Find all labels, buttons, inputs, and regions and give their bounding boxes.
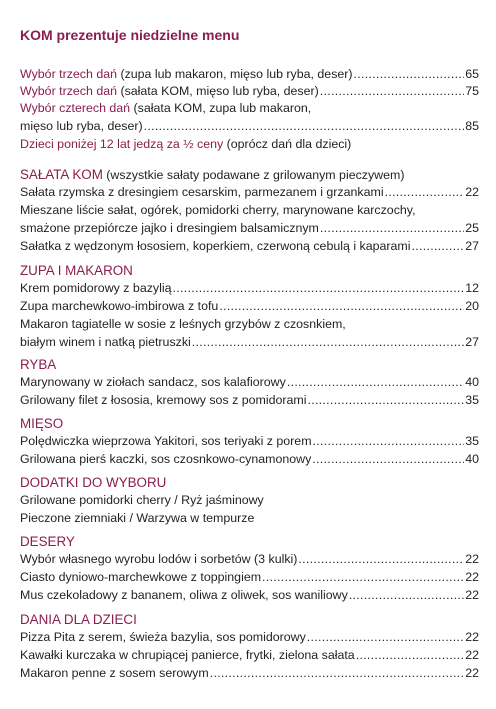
menu-item: Pizza Pita z serem, świeża bazylia, sos pomidorowy ..... 22 — [20, 629, 479, 646]
menu-item: Mieszane liście sałat, ogórek, pomidorki cherry, marynowane karczochy, — [20, 203, 416, 217]
menu-item: Grilowany filet z łososia, kremowy sos z pomidorami ..... 35 — [20, 392, 479, 409]
menu-item: Sałata rzymska z dresingiem cesarskim, parmezanem i grzankami ..... 22 — [20, 184, 479, 201]
set-desc: (sałata KOM, zupa lub makaron, — [130, 101, 312, 115]
set-price: 85 — [465, 119, 479, 133]
menu-item: Kawałki kurczaka w chrupiącej panierce, frytki, zielona sałata ..... 22 — [20, 647, 479, 664]
section-heading-zupa: ZUPA I MAKARON — [20, 263, 133, 278]
side-dish-item: Pieczone ziemniaki / Warzywa w tempurze — [20, 511, 255, 525]
menu-item: Marynowany w ziołach sandacz, sos kalafiorowy ..... 40 — [20, 374, 479, 391]
menu-item: Grilowana pierś kaczki, sos czosnkowo-cynamonowy ..... 40 — [20, 451, 479, 468]
set-menu-four-line1 — [20, 100, 311, 117]
menu-item: Zupa marchewkowo-imbirowa z tofu ..... 20 — [20, 298, 479, 315]
section-heading-desery: DESERY — [20, 534, 75, 549]
set-menu-four-line2 — [20, 118, 479, 135]
menu-item: smażone przepiórcze jajko i dresingiem balsamicznym ..... 25 — [20, 220, 479, 237]
set-name: Wybór trzech dań — [20, 67, 117, 81]
menu-item: Ciasto dyniowo-marchewkowe z toppingiem ..... 22 — [20, 569, 479, 586]
section-heading-dzieci: DANIA DLA DZIECI — [20, 612, 137, 627]
section-note: (wszystkie sałaty podawane z grilowanym pieczywem) — [102, 168, 405, 182]
menu-item: Makaron tagiatelle w sosie z leśnych grzybów z czosnkiem, — [20, 317, 346, 331]
section-heading-dodatki: DODATKI DO WYBORU — [20, 475, 167, 490]
kids-note-name: Dzieci poniżej 12 lat jedzą za ½ ceny — [20, 137, 224, 151]
menu-item: Wybór własnego wyrobu lodów i sorbetów (3 kulki) ..... 22 — [20, 551, 479, 568]
section-heading-salata — [20, 166, 404, 184]
menu-item: Makaron penne z sosem serowym ..... 22 — [20, 665, 479, 682]
section-heading-mieso: MIĘSO — [20, 416, 64, 431]
section-heading-ryba: RYBA — [20, 357, 57, 372]
set-name: Wybór czterech dań — [20, 101, 131, 115]
kids-discount-note — [20, 136, 351, 153]
section-title: SAŁATA KOM — [20, 167, 103, 182]
side-dish-item: Grilowane pomidorki cherry / Ryż jaśminowy — [20, 493, 264, 507]
page-title: KOM prezentuje niedzielne menu — [20, 27, 240, 43]
set-desc: mięso lub ryba, deser) — [20, 119, 143, 133]
menu-item: białym winem i natką pietruszki ..... 27 — [20, 334, 479, 351]
menu-item: Krem pomidorowy z bazylią ..... 12 — [20, 280, 479, 297]
set-desc: (zupa lub makaron, mięso lub ryba, deser) — [117, 67, 353, 81]
set-name: Wybór trzech dań — [20, 84, 117, 98]
set-desc: (sałata KOM, mięso lub ryba, deser) — [117, 84, 319, 98]
kids-note-desc: (oprócz dań dla dzieci) — [223, 137, 352, 151]
menu-item: Polędwiczka wieprzowa Yakitori, sos teriyaki z porem ..... 35 — [20, 433, 479, 450]
set-price: 75 — [465, 84, 479, 98]
menu-item: Sałatka z wędzonym łososiem, koperkiem, czerwoną cebulą i kaparami ..... 27 — [20, 238, 479, 255]
set-price: 65 — [465, 67, 479, 81]
menu-item: Mus czekoladowy z bananem, oliwa z oliwek, sos waniliowy ..... 22 — [20, 587, 479, 604]
set-menu-three-salad — [20, 83, 479, 100]
set-menu-three-soup — [20, 66, 479, 83]
